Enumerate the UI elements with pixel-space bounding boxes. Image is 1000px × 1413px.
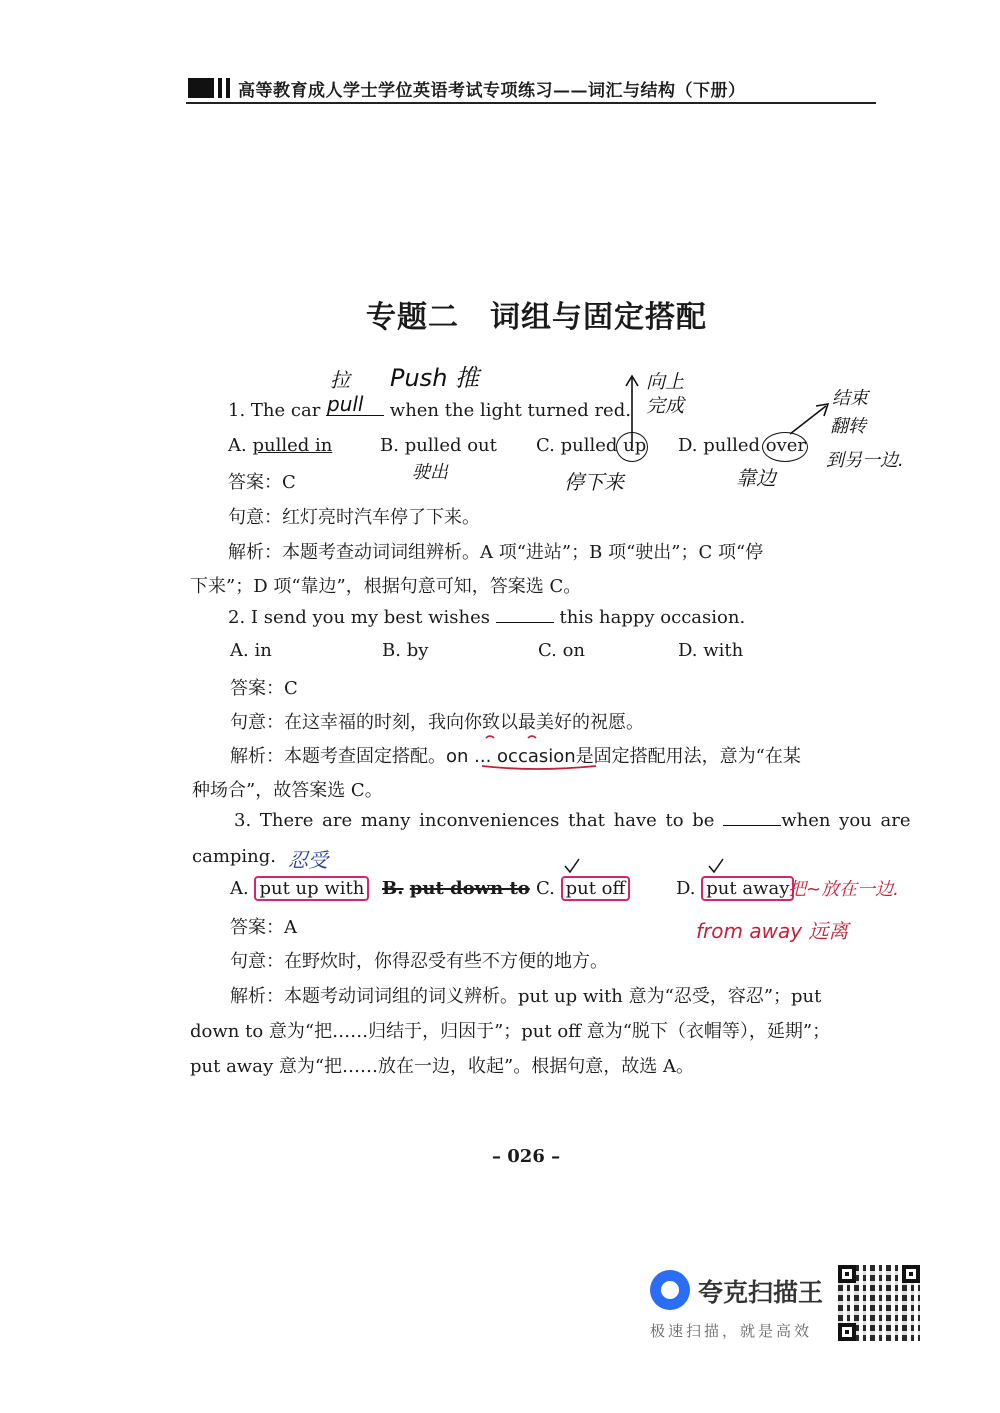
qr-finder-icon — [838, 1265, 856, 1283]
stem-text: camping. — [192, 846, 276, 867]
handwritten-note: 拉 — [330, 368, 350, 392]
option-c: C. pulled up — [536, 435, 647, 456]
stem-text: I send you my best wishes — [250, 607, 491, 628]
highlighted-phrase: on ... occasion — [446, 746, 576, 767]
watermark-slogan: 极速扫描，就是高效 — [650, 1322, 813, 1340]
handwritten-note: 驶出 — [412, 462, 448, 483]
option-d: D. put away — [676, 878, 794, 899]
answer-line: 答案：C — [228, 472, 296, 493]
page-number: – 026 – — [492, 1146, 561, 1167]
scanner-logo-icon — [650, 1270, 690, 1310]
option-d: D. pulled over — [678, 435, 807, 456]
handwritten-note: 靠边 — [736, 466, 776, 490]
option-a: A. put up with — [230, 878, 369, 899]
analysis-line: down to 意为“把……归结于，归因于”；put off 意为“脱下（衣帽等），延期”； — [190, 1021, 831, 1042]
answer-blank — [496, 621, 554, 623]
header-divider — [186, 102, 876, 104]
qr-finder-icon — [902, 1265, 920, 1283]
meaning-line: 句意：在野炊时，你得忍受有些不方便的地方。 — [230, 951, 608, 972]
option-b: B. by — [382, 640, 429, 661]
question-2-stem — [228, 607, 745, 628]
question-number: 1. — [228, 400, 246, 421]
answer-line: 答案：C — [230, 678, 298, 699]
analysis-line: 种场合”，故答案选 C。 — [192, 780, 383, 801]
option-c: C. on — [538, 640, 586, 661]
meaning-line: 句意：在这幸福的时刻，我向你致以最美好的祝愿。 — [230, 712, 644, 733]
check-mark-icon — [562, 856, 582, 876]
watermark-app-name: 夸克扫描王 — [698, 1278, 824, 1307]
meaning-line: 句意：红灯亮时汽车停了下来。 — [228, 507, 480, 528]
handwritten-circle — [616, 432, 648, 462]
handwritten-note: 把~放在一边. — [788, 879, 899, 900]
stem-text: There are many inconveniences that have to be — [259, 810, 715, 831]
answer-blank — [723, 824, 781, 826]
stem-text: when the light turned red. — [389, 400, 631, 421]
analysis-line: put away 意为“把……放在一边，收起”。根据句意，故选 A。 — [190, 1056, 694, 1077]
handwritten-note: from away 远离 — [696, 919, 849, 943]
option-b: B. pulled out — [380, 435, 497, 456]
qr-finder-icon — [838, 1323, 856, 1341]
option-b: B. put down to — [382, 878, 530, 899]
handwritten-answer: pull — [327, 392, 364, 416]
stem-text: The car — [250, 400, 321, 421]
option-a: A. in — [230, 640, 272, 661]
handwritten-circle — [762, 432, 808, 462]
analysis-line: 解析：本题考查固定搭配。on ... occasion是固定搭配用法，意为“在某 — [230, 746, 801, 767]
question-number: 3. — [234, 810, 252, 831]
question-3-stem — [234, 810, 910, 831]
question-number: 2. — [228, 607, 246, 628]
page-title: 专题二 词组与固定搭配 — [366, 300, 707, 335]
answer-blank — [326, 414, 384, 416]
question-1-stem — [228, 400, 631, 421]
stem-text: when you are — [781, 810, 911, 831]
header-title: 高等教育成人学士学位英语考试专项练习——词汇与结构（下册） — [238, 81, 746, 101]
handwritten-note: 到另一边. — [826, 450, 904, 471]
option-c: C. put off — [536, 878, 630, 899]
answer-line: 答案：A — [230, 917, 297, 938]
option-a: A. pulled in — [228, 435, 333, 456]
handwritten-note: Push 推 — [390, 364, 480, 392]
red-underline-mark — [476, 732, 606, 780]
analysis-line: 下来”；D 项“靠边”，根据句意可知，答案选 C。 — [190, 576, 582, 597]
stem-text: this happy occasion. — [559, 607, 746, 628]
check-mark-icon — [706, 856, 726, 876]
arrow-right-icon — [786, 398, 836, 438]
handwritten-note: 翻转 — [830, 416, 866, 437]
handwritten-note: 向上 完成 — [646, 371, 685, 417]
analysis-line: 解析：本题考动词词组的词义辨析。put up with 意为“忍受，容忍”；put — [230, 986, 822, 1007]
handwritten-note: 结束 — [832, 388, 868, 409]
handwritten-note: 停下来 — [564, 470, 624, 494]
analysis-line: 解析：本题考查动词词组辨析。A 项“进站”；B 项“驶出”；C 项“停 — [228, 542, 764, 563]
option-d: D. with — [678, 640, 744, 661]
handwritten-note: 忍受 — [288, 848, 328, 872]
